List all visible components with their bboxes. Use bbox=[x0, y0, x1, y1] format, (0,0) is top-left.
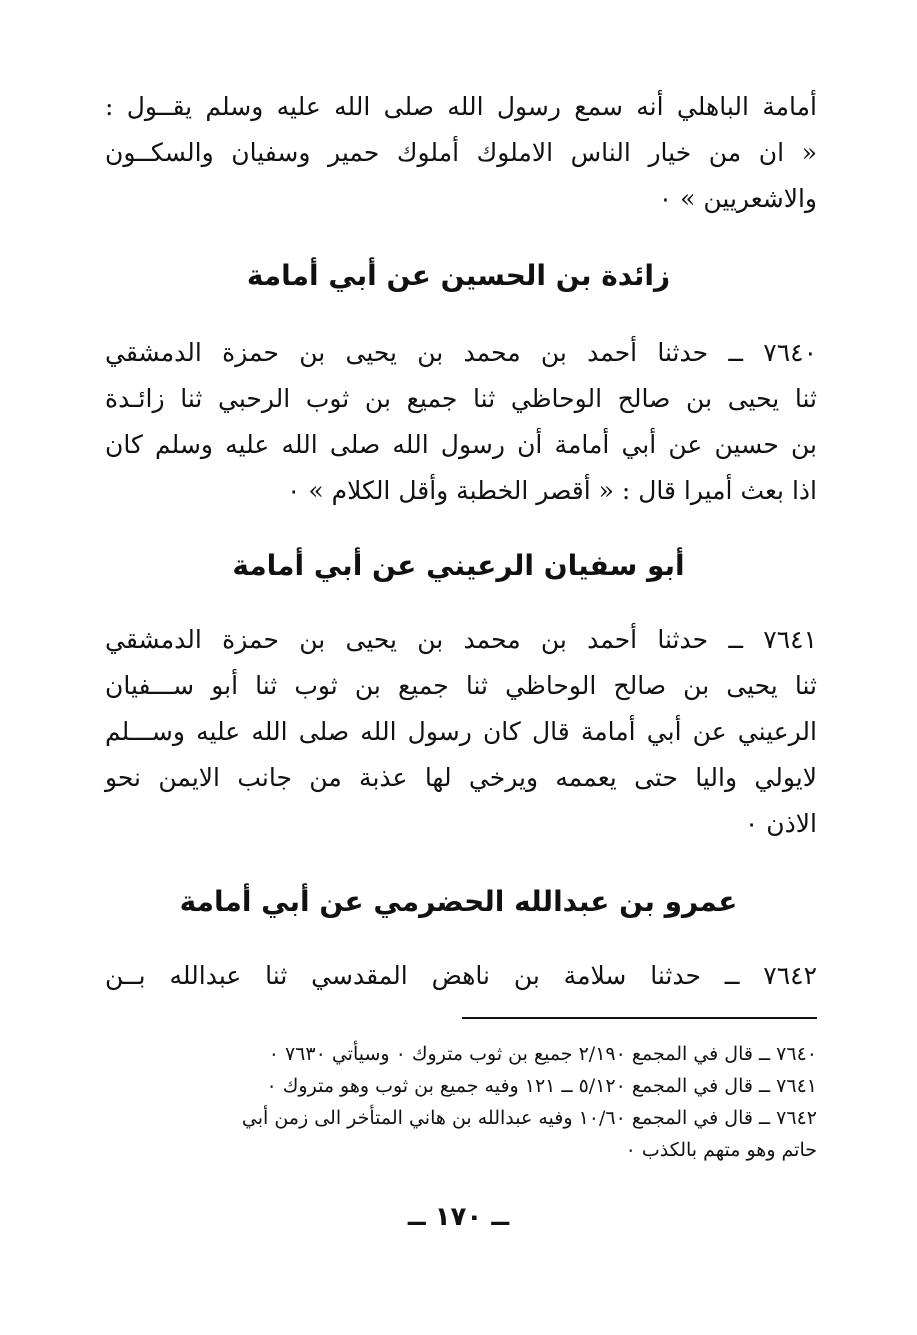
footnote-separator bbox=[462, 1017, 817, 1019]
section-heading: أبو سفيان الرعيني عن أبي أمامة bbox=[232, 549, 685, 582]
text-line: ٧٦٤١ ــ حدثنا أحمد بن محمد بن يحيى بن حمزة الدمشقي bbox=[105, 625, 817, 654]
hadith-7641 bbox=[105, 617, 817, 847]
text-line: ٧٦٤٠ ــ حدثنا أحمد بن محمد بن يحيى بن حمزة الدمشقي bbox=[105, 338, 817, 367]
page-number: ــ ١٧٠ ــ bbox=[407, 1202, 510, 1232]
hadith-7640 bbox=[105, 330, 817, 514]
text-line: والاشعريين » ٠ bbox=[658, 184, 817, 213]
section-heading: عمرو بن عبدالله الحضرمي عن أبي أمامة bbox=[179, 885, 738, 918]
text-line: ٧٦٤٢ ــ حدثنا سلامة بن ناهض المقدسي ثنا عبدالله بــن bbox=[105, 961, 817, 990]
footnote: ٧٦٤٢ ــ قال في المجمع ١٠/٦٠ وفيه عبدالله بن هاني المتأخر الى زمن أبي bbox=[241, 1107, 817, 1129]
text-line: لايولي واليا حتى يعممه ويرخي لها عذبة من جانب الايمن نحو bbox=[105, 763, 817, 792]
text-line: « ان من خيار الناس الاملوك أملوك حمير وسفيان والسكــون bbox=[105, 138, 817, 167]
footnote: ٧٦٤٠ ــ قال في المجمع ٢/١٩٠ جميع بن ثوب متروك ٠ وسيأتي ٧٦٣٠ ٠ bbox=[268, 1043, 817, 1065]
text-line: اذا بعث أميرا قال : « أقصر الخطبة وأقل الكلام » ٠ bbox=[286, 476, 817, 505]
text-line: ثنا يحيى بن صالح الوحاظي ثنا جميع بن ثوب الرحبي ثنا زائـدة bbox=[105, 384, 817, 413]
hadith-7642 bbox=[105, 953, 817, 999]
text-line: ثنا يحيى بن صالح الوحاظي ثنا جميع بن ثوب ثنا أبو ســـفيان bbox=[105, 671, 817, 700]
text-line: أمامة الباهلي أنه سمع رسول الله صلى الله عليه وسلم يقــول : bbox=[105, 92, 817, 121]
footnote: حاتم وهو متهم بالكذب ٠ bbox=[625, 1139, 817, 1161]
text-line: الرعيني عن أبي أمامة قال كان رسول الله صلى الله عليه وســـلم bbox=[105, 717, 817, 746]
intro-paragraph bbox=[105, 84, 817, 222]
text-line: بن حسين عن أبي أمامة أن رسول الله صلى الله عليه وسلم كان bbox=[105, 430, 817, 459]
footnotes bbox=[105, 1038, 817, 1166]
text-line: الاذن ٠ bbox=[744, 809, 817, 838]
section-heading: زائدة بن الحسين عن أبي أمامة bbox=[246, 259, 671, 292]
footnote: ٧٦٤١ ــ قال في المجمع ٥/١٢٠ ــ ١٢١ وفيه جميع بن ثوب وهو متروك ٠ bbox=[266, 1075, 817, 1097]
